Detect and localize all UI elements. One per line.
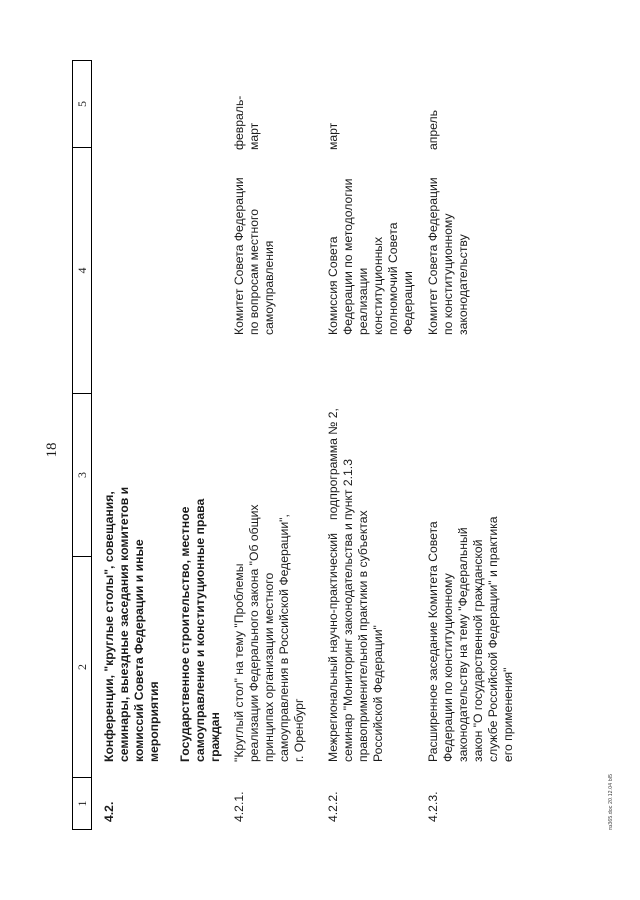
row-responsible: Комитет Совета Федерации по конституционному законодательству: [426, 177, 470, 335]
row-program: подпрограмма № 2, пункт 2.1.3: [326, 408, 355, 520]
row-number: 4.2.1.: [232, 791, 246, 822]
header-col-2: 2: [73, 556, 91, 777]
section-title: Конференции, "круглые столы", совещания, семинары, выездные заседания комитетов и комиссий Совета Федерации и иные мероприятия: [102, 486, 161, 762]
section-number: 4.2.: [102, 801, 116, 822]
table-header-row: [72, 60, 92, 830]
row-responsible: Комиссия Совета Федерации по методологии реализации конституционных полномочий Совета Федерации: [326, 178, 415, 335]
row-number: 4.2.3.: [426, 791, 440, 822]
row-date: февраль- март: [232, 95, 261, 150]
header-col-5: 5: [75, 101, 89, 107]
row-event: Расширенное заседание Комитета Совета Федерации по конституционному законодательству на тему "Федеральный закон "О государственной гражданской службе Российской Федерации" и практика его применения": [426, 516, 515, 762]
row-date: март: [326, 122, 340, 150]
header-col-1: 1: [73, 777, 91, 829]
page-number: 18: [44, 442, 60, 458]
row-event: Межрегиональный научно-практический семинар "Мониторинг законодательства и правоприменительной практики в субъектах Российской Федерации": [326, 510, 385, 762]
row-number: 4.2.2.: [326, 791, 340, 822]
subsection-title: Государственное строительство, местное самоуправление и конституционные права граждан: [178, 498, 222, 762]
row-responsible: Комитет Совета Федерации по вопросам местного самоуправления: [232, 177, 276, 335]
row-date: апрель: [426, 110, 440, 150]
row-event: "Круглый стол" на тему "Проблемы реализации Федерального закона "Об общих принципах организации местного самоуправления в Российской Федерации", г. Оренбург: [232, 504, 306, 762]
header-col-4: 4: [73, 147, 91, 393]
header-col-3: 3: [73, 393, 91, 556]
footer-note: пз365.doc 20.12.04 bl5: [608, 773, 614, 830]
